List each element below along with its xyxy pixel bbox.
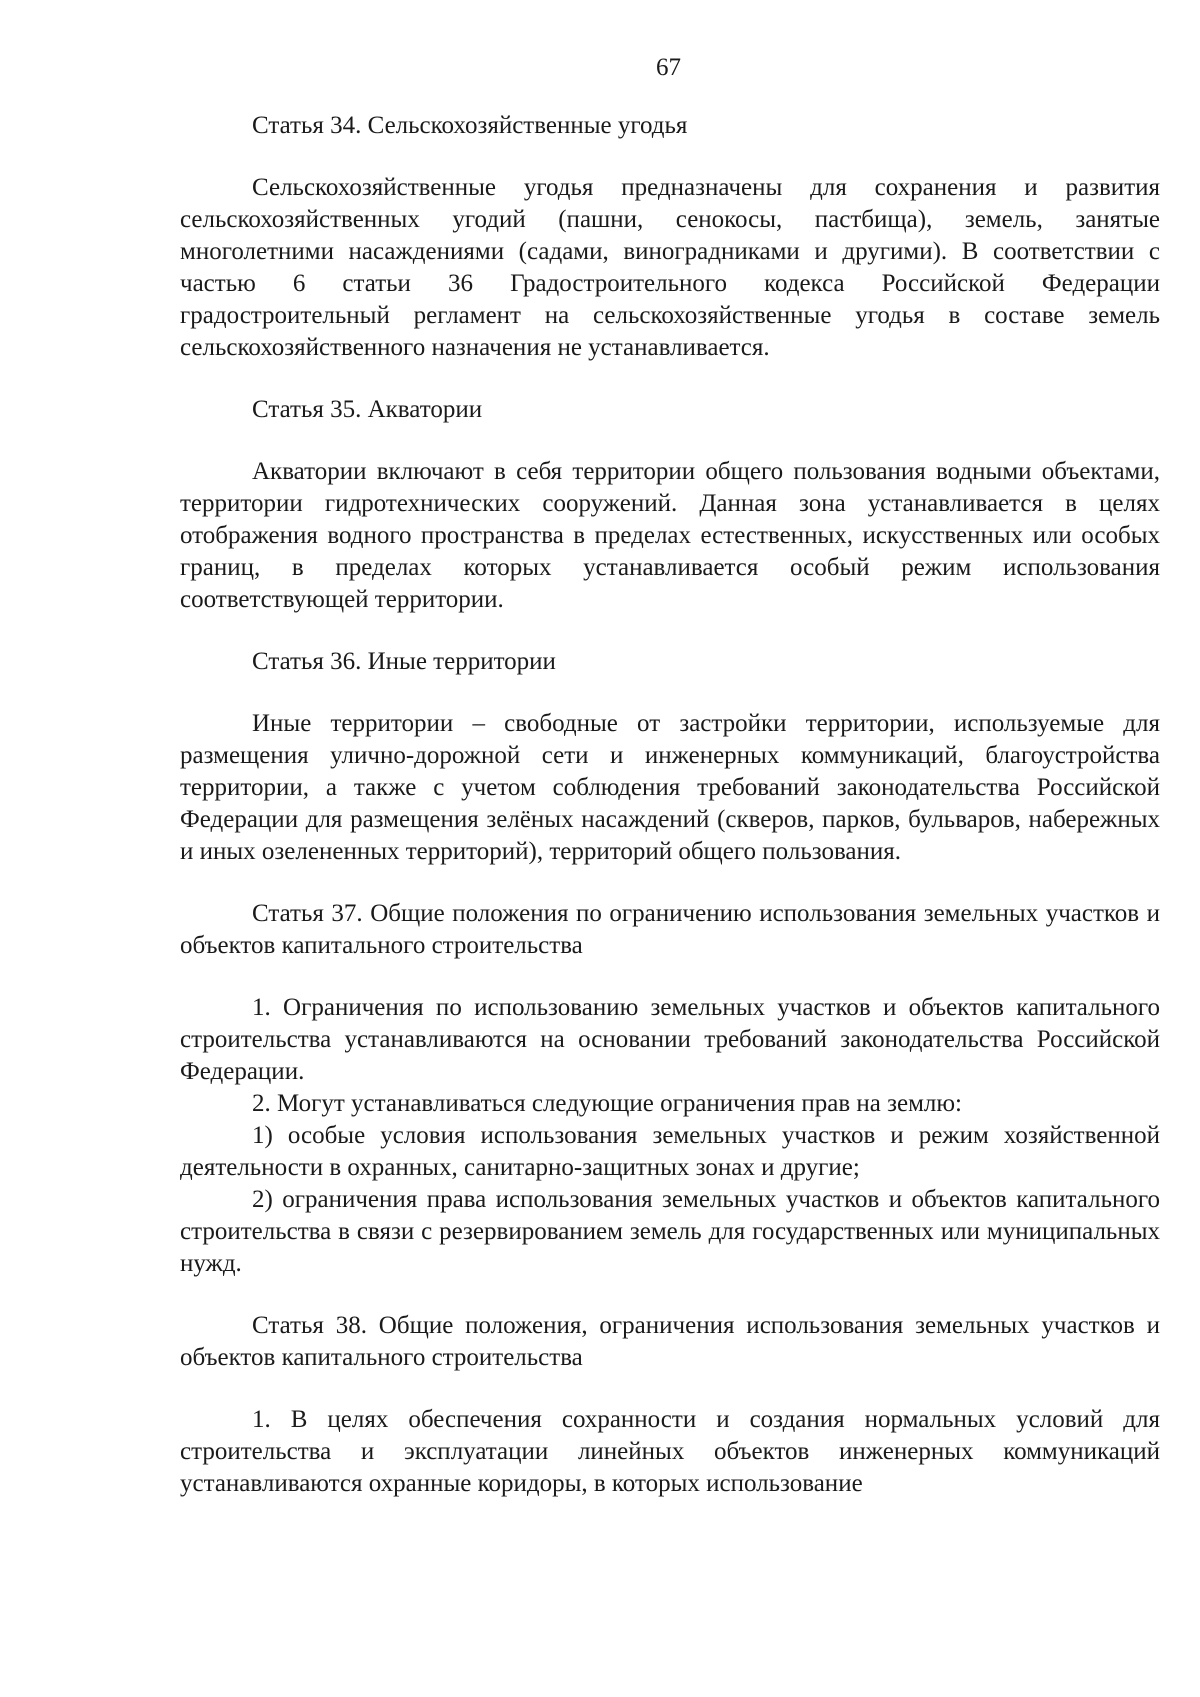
article-heading: Статья 34. Сельскохозяйственные угодья bbox=[252, 112, 688, 139]
page-number: 67 bbox=[656, 54, 681, 81]
article-paragraph: Сельскохозяйственные угодья предназначены для сохранения и развития сельскохозяйственных угодий (пашни, сенокосы, пастбища), земель, занятые многолетними насаждениями (садами, виноградниками и другими). В соответствии с частью 6 статьи 36 Градостроительного кодекса Российской Федерации градостроительный регламент на сельскохозяйственные угодья в составе земель сельскохозяйственного назначения не устанавливается. bbox=[180, 174, 1160, 361]
article-heading: Статья 37. Общие положения по ограничению использования земельных участков и объектов капитального строительства bbox=[180, 900, 1160, 959]
article-item: 1. В целях обеспечения сохранности и создания нормальных условий для строительства и эксплуатации линейных объектов инженерных коммуникаций устанавливаются охранные коридоры, в которых использование bbox=[180, 1406, 1160, 1497]
article-item: 1. Ограничения по использованию земельных участков и объектов капитального строительства устанавливаются на основании требований законодательства Российской Федерации. bbox=[180, 994, 1160, 1085]
article-34 bbox=[180, 110, 1160, 364]
article-subitem: 2) ограничения права использования земельных участков и объектов капитального строительства в связи с резервированием земель для государственных или муниципальных нужд. bbox=[180, 1186, 1160, 1277]
article-heading: Статья 36. Иные территории bbox=[252, 648, 556, 675]
article-35 bbox=[180, 394, 1160, 616]
section-gap bbox=[180, 1280, 1160, 1310]
article-subitem: 1) особые условия использования земельных участков и режим хозяйственной деятельности в охранных, санитарно-защитных зонах и другие; bbox=[180, 1122, 1160, 1181]
article-paragraph: Иные территории – свободные от застройки территории, используемые для размещения улично-дорожной сети и инженерных коммуникаций, благоустройства территории, а также с учетом соблюдения требований законодательства Российской Федерации для размещения зелёных насаждений (скверов, парков, бульваров, набережных и иных озелененных территорий), территорий общего пользования. bbox=[180, 710, 1160, 865]
document-body bbox=[180, 110, 1160, 1500]
article-38 bbox=[180, 1310, 1160, 1500]
article-item: 2. Могут устанавливаться следующие ограничения прав на землю: bbox=[252, 1090, 962, 1117]
article-heading: Статья 38. Общие положения, ограничения использования земельных участков и объектов капитального строительства bbox=[180, 1312, 1160, 1371]
article-heading: Статья 35. Акватории bbox=[252, 396, 483, 423]
article-37 bbox=[180, 898, 1160, 1310]
article-paragraph: Акватории включают в себя территории общего пользования водными объектами, территории гидротехнических сооружений. Данная зона устанавливается в целях отображения водного пространства в пределах естественных, искусственных или особых границ, в пределах которых устанавливается особый режим использования соответствующей территории. bbox=[180, 458, 1160, 613]
article-36 bbox=[180, 646, 1160, 868]
